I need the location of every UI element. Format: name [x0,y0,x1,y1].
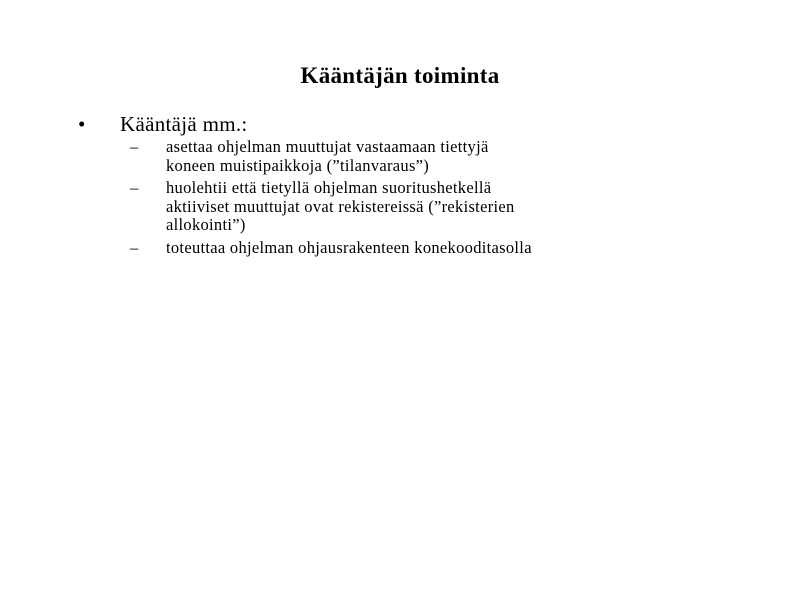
sub-bullet-line: koneen muistipaikkoja (”tilanvaraus”) [166,155,430,175]
sub-bullet-list [130,138,770,261]
sub-bullet-line: aktiiviset muuttujat ovat rekistereissä (”rekisterien [166,196,515,216]
sub-bullet-item [130,138,770,175]
sub-bullet-item [130,179,770,235]
sub-bullet-line: huolehtii että tietyllä ohjelman suoritushetkellä [166,178,492,197]
sub-bullet-item [130,239,770,258]
dash-marker: – [130,137,139,156]
sub-bullet-line: toteuttaa ohjelman ohjausrakenteen konekooditasolla [166,237,532,257]
sub-bullet-line: asettaa ohjelman muuttujat vastaamaan tiettyjä [166,137,489,156]
bullet-marker: • [78,112,86,136]
dash-marker: – [130,237,139,257]
slide-title: Kääntäjän toiminta [300,63,500,88]
sub-bullet-line: allokointi”) [166,215,246,234]
main-bullet-text: Kääntäjä mm.: [120,112,248,136]
dash-marker: – [130,178,139,197]
